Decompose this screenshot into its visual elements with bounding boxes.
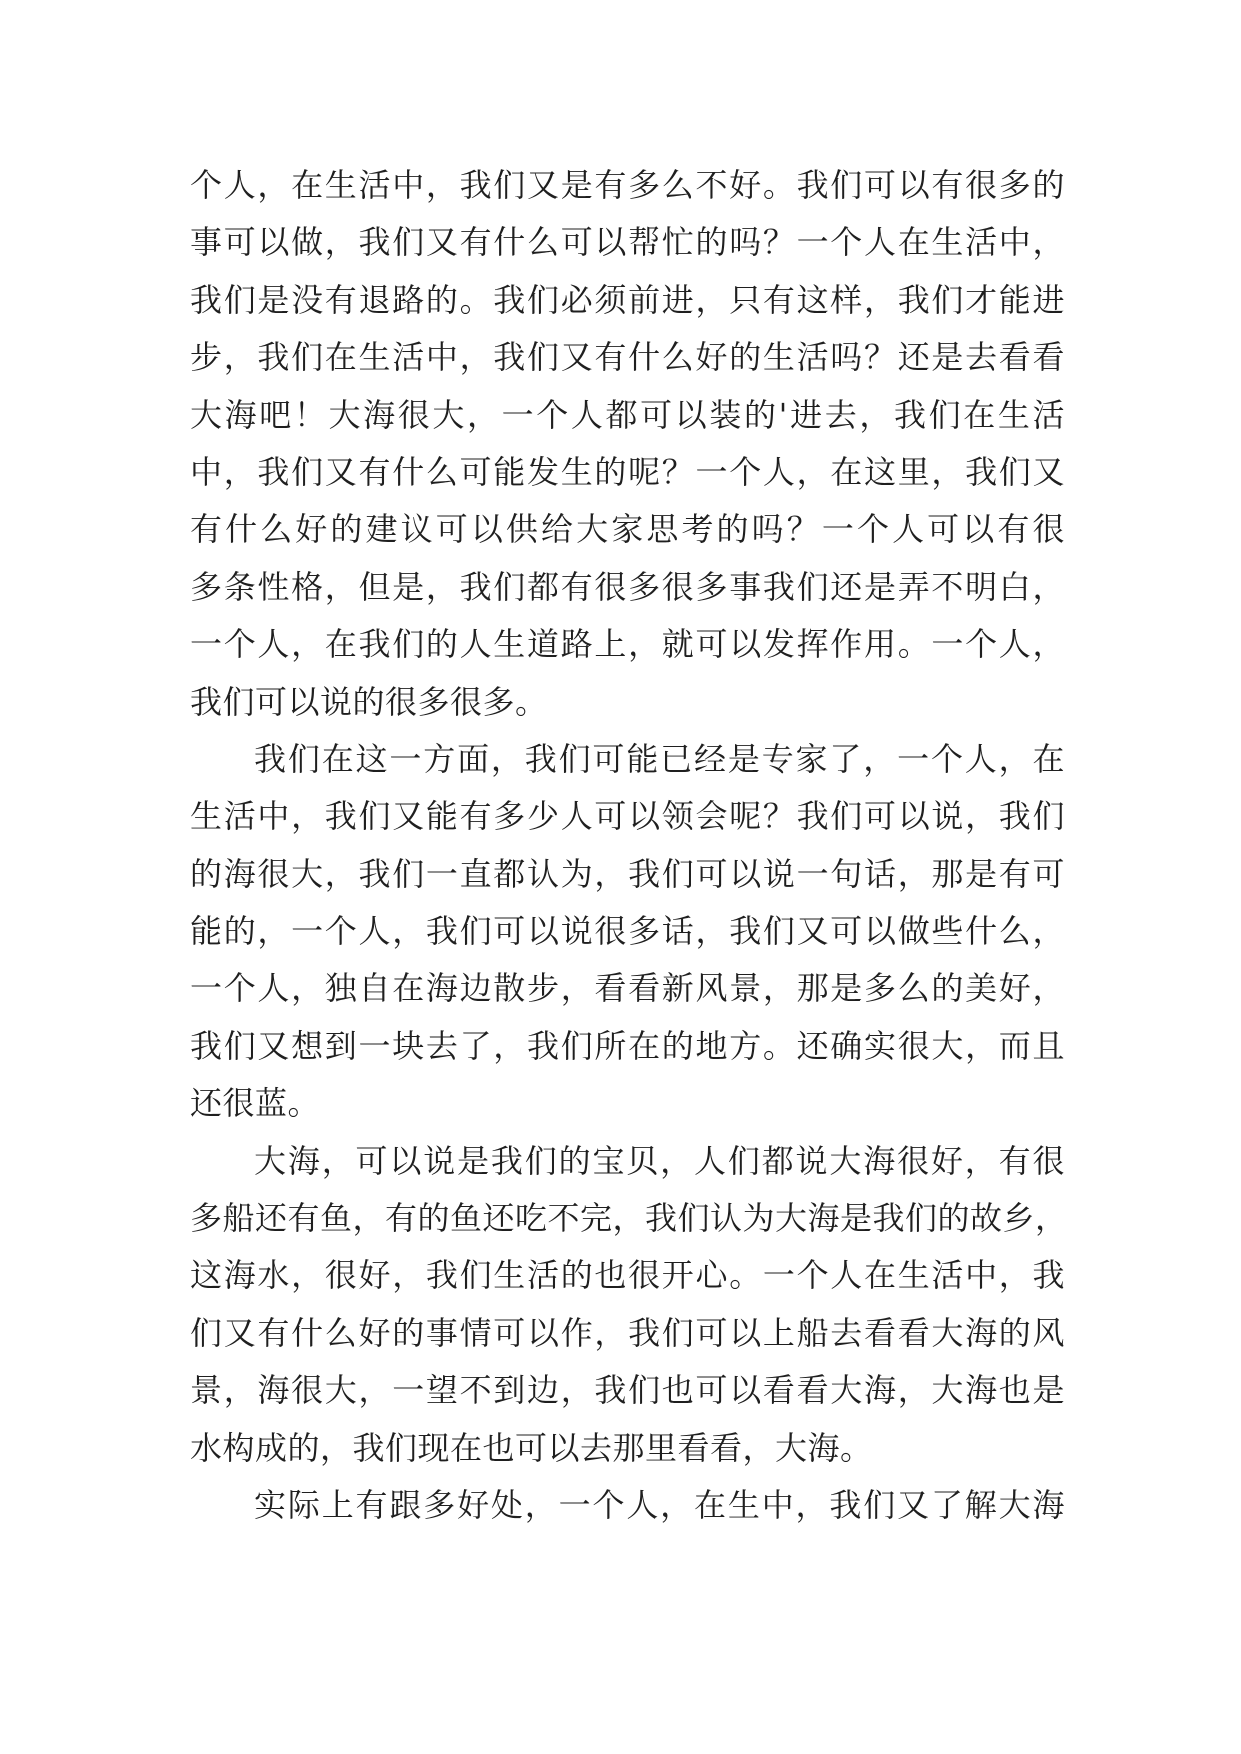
text-line: 们又有什么好的事情可以作，我们可以上船去看看大海的风 — [190, 1313, 1065, 1352]
paragraph-4 — [190, 1477, 1065, 1534]
text-line: 景，海很大，一望不到边，我们也可以看看大海，大海也是 — [190, 1371, 1065, 1410]
text-line: 事可以做，我们又有什么可以帮忙的吗？一个人在生活中， — [190, 223, 1065, 262]
text-line: 生活中，我们又能有多少人可以领会呢？我们可以说，我们 — [190, 797, 1065, 836]
text-line: 我们是没有退路的。我们必须前进，只有这样，我们才能进 — [190, 280, 1065, 319]
text-line: 一个人，独自在海边散步，看看新风景，那是多么的美好， — [190, 969, 1065, 1008]
paragraph-3 — [190, 1133, 1068, 1477]
text-line: 能的，一个人，我们可以说很多话，我们又可以做些什么， — [190, 912, 1065, 951]
text-line: 步，我们在生活中，我们又有什么好的生活吗？还是去看看 — [190, 338, 1065, 377]
text-line: 个人，在生活中，我们又是有多么不好。我们可以有很多的 — [190, 166, 1065, 204]
paragraph-1 — [190, 157, 1065, 731]
text-line: 的海很大，我们一直都认为，我们可以说一句话，那是有可 — [190, 854, 1065, 893]
text-line: 多船还有鱼，有的鱼还吃不完，我们认为大海是我们的故乡， — [190, 1199, 1068, 1238]
text-line: 我们在这一方面，我们可能已经是专家了，一个人，在 — [254, 739, 1065, 778]
text-line: 实际上有跟多好处，一个人，在生中，我们又了解大海 — [254, 1485, 1065, 1524]
text-line: 大海吧！大海很大，一个人都可以装的'进去，我们在生活 — [190, 395, 1065, 434]
text-line: 有什么好的建议可以供给大家思考的吗？一个人可以有很 — [190, 510, 1065, 549]
paragraph-2 — [190, 731, 1065, 1133]
text-line: 还很蓝。 — [190, 1084, 321, 1123]
text-line: 我们可以说的很多很多。 — [190, 682, 548, 721]
text-line: 这海水，很好，我们生活的也很开心。一个人在生活中，我 — [190, 1256, 1065, 1295]
text-line: 水构成的，我们现在也可以去那里看看，大海。 — [190, 1428, 873, 1467]
text-line: 大海，可以说是我们的宝贝，人们都说大海很好，有很 — [254, 1141, 1065, 1180]
text-line: 中，我们又有什么可能发生的呢？一个人，在这里，我们又 — [190, 452, 1065, 491]
text-line: 一个人，在我们的人生道路上，就可以发挥作用。一个人， — [190, 625, 1065, 664]
text-line: 多条性格，但是，我们都有很多很多事我们还是弄不明白， — [190, 567, 1065, 606]
document-body — [190, 157, 1068, 1534]
text-line: 我们又想到一块去了，我们所在的地方。还确实很大，而且 — [190, 1026, 1065, 1065]
